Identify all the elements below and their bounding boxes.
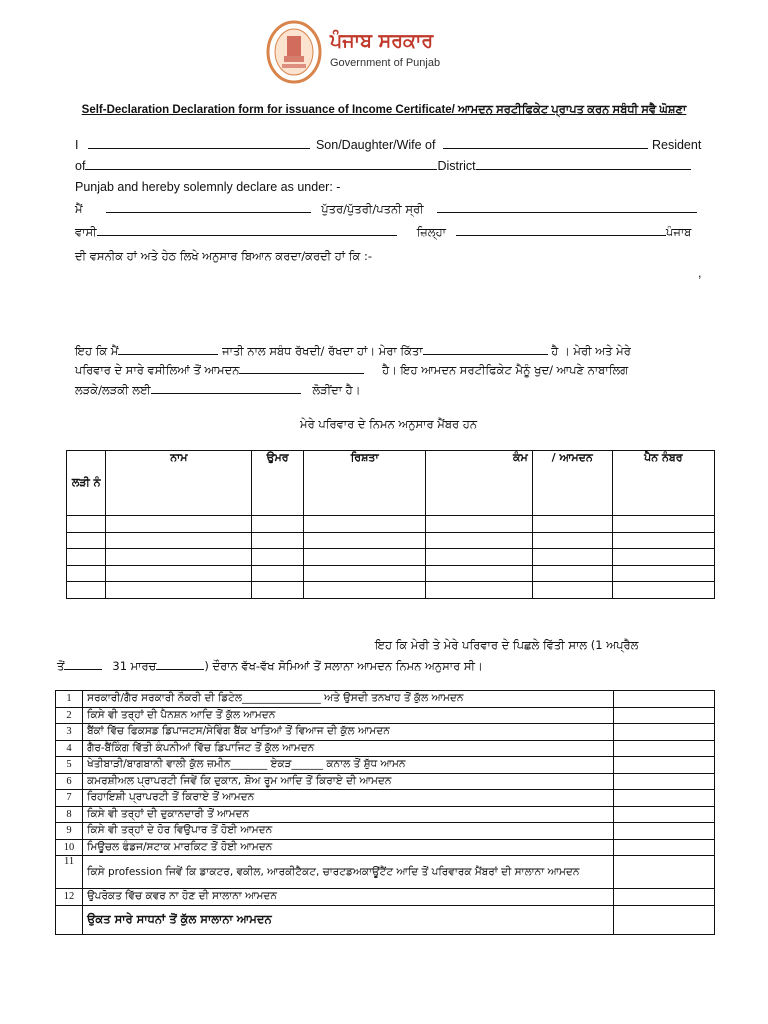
english-line-1: I Son/Daughter/Wife of Resident bbox=[75, 138, 702, 152]
punjabi-line-2: ਵਾਸੀ ਜ਼ਿਲ੍ਹਾ ਪੰਜਾਬ bbox=[75, 225, 692, 239]
table-row bbox=[67, 565, 715, 582]
government-of-punjab-emblem bbox=[265, 20, 323, 84]
col-age: ਉਮਰ bbox=[252, 451, 304, 516]
table-row: 1 ਸਰਕਾਰੀ/ਗੈਰ ਸਰਕਾਰੀ ਨੌਕਰੀ ਦੀ ਡਿਟੇਲ_______________ ਅਤੇ ਉਸਦੀ ਤਨਖਾਹ ਤੋਂ ਕੁੱਲ ਆਮਦਨ bbox=[56, 691, 715, 708]
table-row-total: ਉਕਤ ਸਾਰੇ ਸਾਧਨਾਂ ਤੋਂ ਕੁੱਲ ਸਾਲਾਨਾ ਆਮਦਨ bbox=[56, 905, 715, 934]
family-heading: ਮੇਰੇ ਪਰਿਵਾਰ ਦੇ ਨਿਮਨ ਅਨੁਸਾਰ ਮੈਂਬਰ ਹਨ bbox=[300, 417, 478, 431]
table-row: 5 ਖੇਤੀਬਾੜੀ/ਬਾਗਬਾਨੀ ਵਾਲੀ ਕੁੱਲ ਜ਼ਮੀਨ_______ ਏਕੜ______ ਕਨਾਲ ਤੋਂ ਸ਼ੁੱਧ ਆਮਨ bbox=[56, 757, 715, 774]
table-row bbox=[67, 582, 715, 599]
table-row: 12 ਉਪਰੋਕਤ ਵਿੱਚ ਕਵਰ ਨਾ ਹੋਣ ਦੀ ਸਾਲਾਨਾ ਆਮਦਨ bbox=[56, 889, 715, 906]
col-name: ਨਾਮ bbox=[106, 451, 252, 516]
col-relation: ਰਿਸ਼ਤਾ bbox=[303, 451, 426, 516]
col-work: ਕੰਮ bbox=[426, 451, 532, 516]
table-row: 11 ਕਿਸੇ profession ਜਿਵੇਂ ਕਿ ਡਾਕਟਰ, ਵਕੀਲ, ਆਰਕੀਟੈਕਟ, ਚਾਰਟਡਅਕਾਊਂਟੈਂਟ ਆਦਿ ਤੋਂ ਪਰਿਵਾਰਕ ਮੈਂਬਰਾਂ ਦੀ ਸਾਲਾਨਾ ਆਮਦਨ bbox=[56, 856, 715, 889]
col-pan: ਪੈਨ ਨੰਬਰ bbox=[612, 451, 714, 516]
income-sources-table bbox=[55, 690, 715, 935]
table-row: 2 ਕਿਸੇ ਵੀ ਤਰ੍ਹਾਂ ਦੀ ਪੈਨਸ਼ਨ ਆਦਿ ਤੋਂ ਕੁੱਲ ਆਮਦਨ bbox=[56, 707, 715, 724]
table-row: 7 ਰਿਹਾਇਸ਼ੀ ਪ੍ਰਾਪਰਟੀ ਤੋਂ ਕਿਰਾਏ ਤੋਂ ਆਮਦਨ bbox=[56, 790, 715, 807]
income-line: ਪਰਿਵਾਰ ਦੇ ਸਾਰੇ ਵਸੀਲਿਆਂ ਤੋਂ ਆਮਦਨ ਹੈ। ਇਹ ਆਮਦਨ ਸਰਟੀਫਿਕੇਟ ਮੈਨੂੰ ਖੁਦ/ ਆਪਣੇ ਨਾਬਾਲਿਗ bbox=[75, 363, 629, 377]
punjabi-line-1: ਮੈਂ ਪੁੱਤਰ/ਪੁੱਤਰੀ/ਪਤਨੀ ਸ੍ਰੀ bbox=[75, 201, 697, 217]
table-row: 9 ਕਿਸੇ ਵੀ ਤਰ੍ਹਾਂ ਦੇ ਹੋਰ ਵਿਉਪਾਰ ਤੋਂ ਹੋਈ ਆਮਦਨ bbox=[56, 823, 715, 840]
income-intro-2: ਤੋਂ 31 ਮਾਰਚ ) ਦੌਰਾਨ ਵੱਖ-ਵੱਖ ਸੋਮਿਆਂ ਤੋਂ ਸਲਾਨਾ ਆਮਦਨ ਨਿਮਨ ਅਨੁਸਾਰ ਸੀ। bbox=[57, 659, 483, 673]
family-members-table bbox=[66, 450, 715, 599]
brand-punjabi: ਪੰਜਾਬ ਸਰਕਾਰ bbox=[330, 30, 434, 52]
table-row bbox=[67, 549, 715, 566]
punjabi-statement: ਦੀ ਵਸਨੀਕ ਹਾਂ ਅਤੇ ਹੇਠ ਲਿਖੇ ਅਨੁਸਾਰ ਬਿਆਨ ਕਰਦਾ/ਕਰਦੀ ਹਾਂ ਕਿ :- bbox=[75, 249, 372, 263]
brand-english: Government of Punjab bbox=[330, 57, 441, 69]
page-title: Self-Declaration Declaration form for issuance of Income Certificate/ ਆਮਦਨ ਸਰਟੀਫਿਕੇਟ ਪ੍ਰਾਪਤ ਕਰਨ ਸਬੰਧੀ ਸਵੈ ਘੋਸ਼ਣਾ bbox=[81, 104, 687, 116]
stray-comma: , bbox=[698, 266, 702, 280]
table-row: 8 ਕਿਸੇ ਵੀ ਤਰ੍ਹਾਂ ਦੀ ਦੁਕਾਨਦਾਰੀ ਤੋਂ ਆਮਦਨ bbox=[56, 806, 715, 823]
caste-line: ਇਹ ਕਿ ਮੈਂ ਜਾਤੀ ਨਾਲ ਸਬੰਧ ਰੱਖਦੀ/ ਰੱਖਦਾ ਹਾਂ। ਮੇਰਾ ਕਿੱਤਾ ਹੈ । ਮੇਰੀ ਅਤੇ ਮੇਰੇ bbox=[75, 344, 631, 358]
table-row bbox=[67, 532, 715, 549]
purpose-line: ਲੜਕੇ/ਲੜਕੀ ਲਈ ਲੋੜੀਂਦਾ ਹੈ। bbox=[75, 383, 361, 397]
english-line-3: Punjab and hereby solemnly declare as under: - bbox=[75, 180, 341, 194]
english-line-2: of District bbox=[75, 158, 691, 173]
col-income: / ਆਮਦਨ bbox=[532, 451, 612, 516]
table-row: 4 ਗੈਰ-ਬੈਂਕਿੰਗ ਵਿੱਤੀ ਕੰਪਨੀਆਂ ਵਿੱਚ ਡਿਪਾਜਿਟ ਤੋਂ ਕੁੱਲ ਆਮਦਨ bbox=[56, 740, 715, 757]
income-intro-1: ਇਹ ਕਿ ਮੇਰੀ ਤੇ ਮੇਰੇ ਪਰਿਵਾਰ ਦੇ ਪਿਛਲੇ ਵਿੱਤੀ ਸਾਲ (1 ਅਪ੍ਰੈਲ bbox=[375, 638, 639, 652]
table-row: 6 ਕਮਰਸ਼ੀਅਲ ਪ੍ਰਾਪਰਟੀ ਜਿਵੇਂ ਕਿ ਦੁਕਾਨ, ਸ਼ੋਅ ਰੂਮ ਆਦਿ ਤੋਂ ਕਿਰਾਏ ਦੀ ਆਮਦਨ bbox=[56, 773, 715, 790]
table-row: 10 ਮਿਊਚਲ ਫੰਡਜ/ਸਟਾਕ ਮਾਰਕਿਟ ਤੋਂ ਹੋਈ ਆਮਦਨ bbox=[56, 839, 715, 856]
table-row: 3 ਬੈਂਕਾਂ ਵਿੱਚ ਫਿਕਸਡ ਡਿਪਾਜਟਸ/ਸੇਵਿੰਗ ਬੈਂਕ ਖਾਤਿਆਂ ਤੋਂ ਵਿਆਜ ਦੀ ਕੁੱਲ ਆਮਦਨ bbox=[56, 724, 715, 741]
table-row bbox=[67, 516, 715, 533]
col-serial: ਲੜੀ ਨੰ bbox=[67, 451, 106, 516]
